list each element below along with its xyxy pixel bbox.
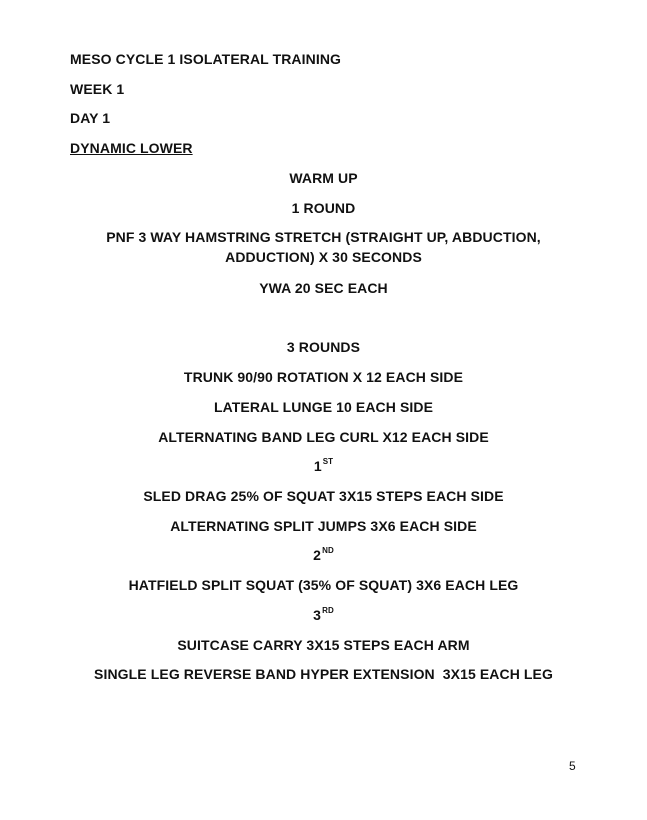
block-number: 1ST: [313, 457, 334, 474]
exercise-line: SINGLE LEG REVERSE BAND HYPER EXTENSION 3X15 EACH LEG: [94, 666, 553, 682]
warmup-rounds: 1 ROUND: [291, 200, 356, 216]
program-title: MESO CYCLE 1 ISOLATERAL TRAINING: [70, 51, 342, 67]
exercise-line: SUITCASE CARRY 3X15 STEPS EACH ARM: [177, 637, 470, 653]
warmup-item: YWA 20 SEC EACH: [259, 280, 388, 296]
warmup-item: PNF 3 WAY HAMSTRING STRETCH (STRAIGHT UP, ABDUCTION, ADDUCTION) X 30 SECONDS: [106, 229, 541, 265]
ordinal-suffix: ST: [322, 457, 334, 466]
session-title: DYNAMIC LOWER: [70, 140, 193, 156]
exercise-line: HATFIELD SPLIT SQUAT (35% OF SQUAT) 3X6 EACH LEG: [128, 577, 519, 593]
warmup-heading: WARM UP: [289, 170, 358, 186]
day-label: DAY 1: [70, 110, 111, 126]
circuit-item: LATERAL LUNGE 10 EACH SIDE: [213, 399, 434, 415]
block-number: 3RD: [313, 606, 334, 623]
page-number: 5: [569, 759, 576, 773]
ordinal-suffix: ND: [322, 546, 334, 555]
exercise-line: SLED DRAG 25% OF SQUAT 3X15 STEPS EACH SIDE: [143, 488, 504, 504]
ordinal-suffix: RD: [322, 606, 334, 615]
block-number: 2ND: [313, 546, 334, 563]
exercise-line: ALTERNATING SPLIT JUMPS 3X6 EACH SIDE: [170, 518, 477, 534]
week-label: WEEK 1: [70, 81, 125, 97]
circuit-item: ALTERNATING BAND LEG CURL X12 EACH SIDE: [158, 429, 489, 445]
circuit-item: TRUNK 90/90 ROTATION X 12 EACH SIDE: [183, 369, 464, 385]
circuit-rounds: 3 ROUNDS: [286, 339, 361, 355]
